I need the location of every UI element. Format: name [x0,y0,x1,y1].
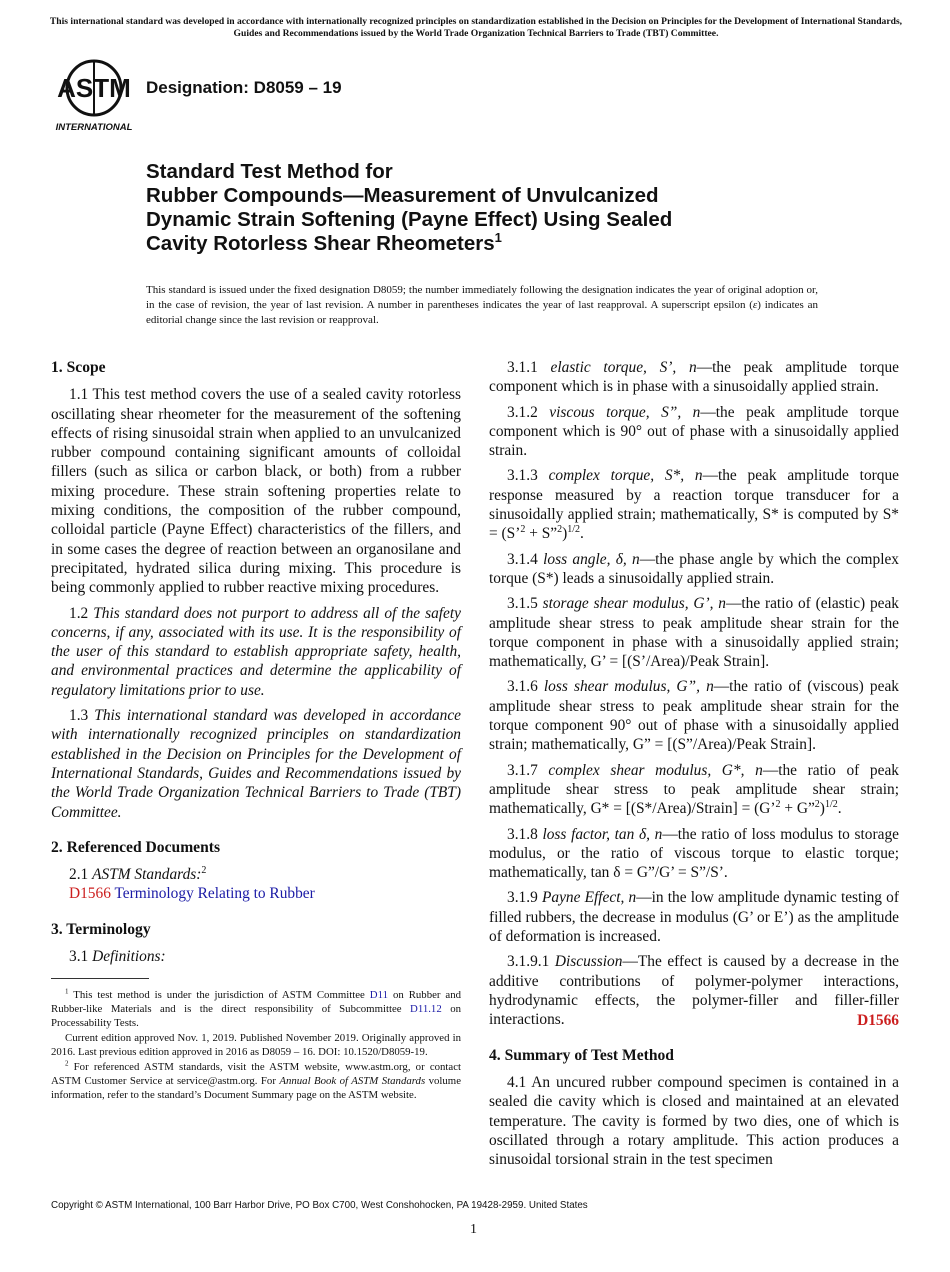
page-number: 1 [470,1222,477,1237]
def-3-1-5: 3.1.5 storage shear modulus, G’, n—the ratio of (elastic) peak amplitude shear stress to peak amplitude shear strain for the torque component in phase with a sinusoidally applied strain; mathematically, G’ = [(S’/Area)/Peak Strain]. [489,595,899,671]
para-1-3: 1.3 This international standard was developed in accordance with internationally recognized principles on standardization established in the Decision on Principles for the Development of International Standards, Guides and Recommendations issued by the World Trade Organization Technical Barriers to Trade (TBT) Committee. [51,707,461,821]
logo-letters: ASTM [57,73,131,103]
copyright: Copyright © ASTM International, 100 Barr Harbor Drive, PO Box C700, West Conshohocken, PA 19428-2959. United States [51,1200,588,1211]
section-scope-heading: 1. Scope [51,359,106,376]
def-3-1-6: 3.1.6 loss shear modulus, G”, n—the ratio of (viscous) peak amplitude shear stress to peak amplitude shear strain for the torque component 90° out of phase with a sinusoidally applied strain; mathematically, G” = [(S”/Area)/Peak Strain]. [489,678,899,754]
def-3-1-1: 3.1.1 elastic torque, S’, n—the peak amplitude torque component which is in phase with a sinusoidally applied strain. [489,359,899,396]
para-1-2: 1.2 This standard does not purport to address all of the safety concerns, if any, associated with its use. It is the responsibility of the user of this standard to establish appropriate safety, health, and environmental practices and determine the applicability of regulatory limitations prior to use. [51,604,461,699]
def-3-1-9: 3.1.9 Payne Effect, n—in the low amplitude dynamic testing of filled rubbers, the decrease in modulus (G’ or E’) as the amplitude of deformation is increased. [489,889,899,946]
def-3-1-2: 3.1.2 viscous torque, S”, n—the peak amplitude torque component which is 90° out of phase with a sinusoidally applied strain. [489,403,899,460]
committee-d11-link[interactable]: D11 [369,989,388,1001]
title-line-3: Dynamic Strain Softening (Payne Effect) Using Sealed [146,208,673,231]
left-column [51,358,461,972]
section-terminology-heading: 3. Terminology [51,920,151,938]
def-3-1-8: 3.1.8 loss factor, tan δ, n—the ratio of loss modulus to storage modulus, or the ratio of viscous torque to elastic torque; mathematically, tan δ = G”/G’ = S”/S’. [489,825,899,882]
astm-logo [52,58,136,134]
para-2-1: 2.1 ASTM Standards:$^2$ [69,865,207,884]
wto-notice: This international standard was developed in accordance with internationally recognized principles on standardization established in the Decision on Principles for the Development of International Standards, Guides and Recommendations issued by the World Trade Organization Technical Barriers to Trade (TBT) Committee. [49,16,903,39]
footnote-rule [51,978,149,979]
def-3-1-4: 3.1.4 loss angle, δ, n—the phase angle by which the complex torque (S*) leads a sinusoidally applied strain. [489,550,900,587]
right-column [489,358,899,1176]
logo-subtext: INTERNATIONAL [55,122,133,133]
title-line-2: Rubber Compounds—Measurement of Unvulcanized [146,184,659,207]
discussion-source-link[interactable]: D1566 [857,1011,899,1029]
footnote-edition: Current edition approved Nov. 1, 2019. Published November 2019. Originally approved in 2016. Last previous edition approved in 2016 as D8059 – 16. DOI: 10.1520/D8059-19. [51,1032,461,1058]
ref-d1566[interactable] [51,884,461,903]
section-summary-heading: 4. Summary of Test Method [489,1046,674,1064]
astm-logo-icon [52,58,136,134]
footnotes [51,988,461,1103]
footnote-2: $^2$ For referenced ASTM standards, visit the ASTM website, www.astm.org, or contact ASTM Customer Service at service@astm.org. For Annual Book of ASTM Standards volume information, refer to the standard’s Document Summary page on the ASTM website. [51,1059,461,1101]
para-1-1: 1.1 This test method covers the use of a sealed cavity rotorless oscillating shear rheometer for the measurement of the softening effects of rising sinusoidal strain when applied to an unvulcanized rubber compound containing significant amounts of colloidal fillers (such as silica or carbon black, or both) from a rubber mixing procedure. These strain softening properties relate to mixing conditions, the composition of the rubber compound, colloidal particle (Payne Effect) characteristics of the fillers, and in some cases the degree of reaction between an organosilane and precipitated, hydrated silica during mixing. This procedure is being commonly applied to rubber reactive mixing procedures. [51,386,461,597]
title-line-1: Standard Test Method for [146,160,393,183]
title-footnote-mark: 1 [494,230,502,246]
title-line-4: Cavity Rotorless Shear Rheometers$^1$ [146,230,502,255]
document-title [146,160,866,256]
def-3-1-7: 3.1.7 complex shear modulus, G*, n—the ratio of peak amplitude shear stress to peak amplitude shear strain; mathematically, G* = [(S*/Area)/Strain] = (G’$^2$ + G”$^2$)$^{1/2}$. [489,761,899,818]
ref-title-link[interactable]: Terminology Relating to Rubber [114,885,315,903]
footnote-1: $^1$ This test method is under the jurisdiction of ASTM Committee D11 on Rubber and Rubber-like Materials and is the direct responsibility of Subcommittee D11.12 on Processability Tests. [51,987,462,1029]
def-3-1-3: 3.1.3 complex torque, S*, n—the peak amplitude torque response measured by a reaction torque transducer for a sinusoidally applied strain; mathematically, S* is computed by S* = (S’$^2$ + S”$^2$)$^{1/2}$. [489,467,899,543]
para-4-1: 4.1 An uncured rubber compound specimen is contained in a sealed die cavity which is closed and maintained at an elevated temperature. The cavity is formed by two dies, one of which is oscillated through a rotary amplitude. This action produces a sinusoidal torsional strain in the test specimen [489,1074,899,1169]
para-3-1: 3.1 Definitions: [69,948,166,966]
subcommittee-d11-12-link[interactable]: D11.12 [410,1003,442,1015]
def-3-1-9-1: 3.1.9.1 Discussion—The effect is caused by a decrease in the additive contributions of polymer-polymer interactions, hydrodynamic effects, the polymer-filler and filler-filler interactions. [489,953,899,1029]
issuance-statement: This standard is issued under the fixed designation D8059; the number immediately following the designation indicates the year of original adoption or, in the case of revision, the year of last revision. A number in parentheses indicates the year of last reapproval. A superscript epsilon (ε) indicates an editorial change since the last revision or reapproval. [146,284,818,326]
designation: Designation: D8059 – 19 [146,78,342,97]
ref-code-link[interactable]: D1566 [69,885,111,903]
section-refdocs-heading: 2. Referenced Documents [51,838,221,856]
